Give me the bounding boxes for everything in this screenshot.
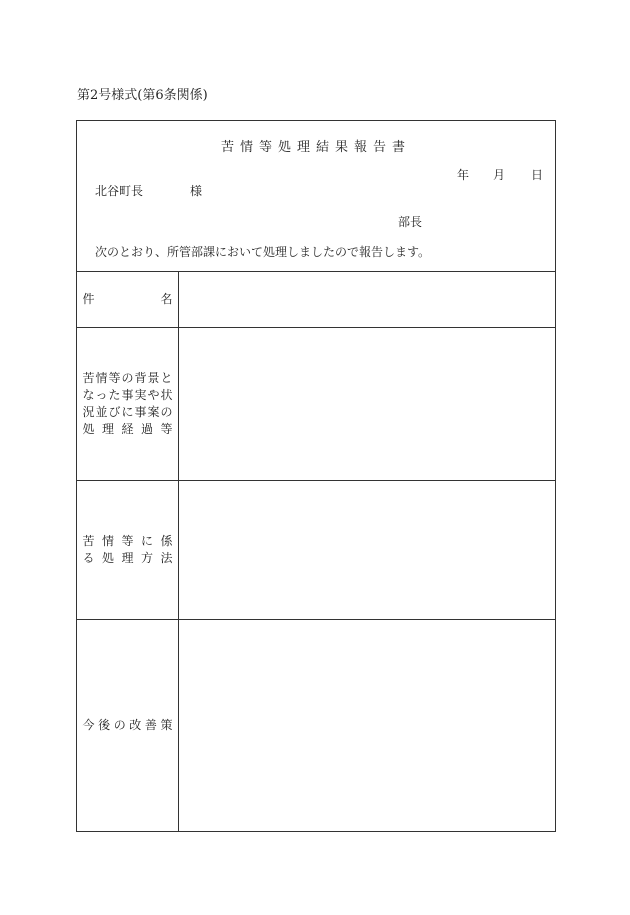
improvement-value-cell[interactable]	[179, 620, 555, 831]
background-value-cell[interactable]	[179, 328, 555, 480]
report-statement: 次のとおり、所管部課において処理しましたので報告します。	[95, 245, 431, 259]
addressee-honorific: 様	[190, 184, 203, 198]
row-label: 苦情等の背景と なった事実や状 況並びに事案の 処理経過等	[82, 371, 173, 436]
row-label-cell	[77, 481, 179, 619]
subject-value-cell[interactable]	[179, 271, 555, 327]
row-label: 今後の改善策	[82, 718, 173, 732]
row-label-cell	[77, 328, 179, 480]
sender-department: 部長	[398, 215, 423, 229]
row-label: 件名	[82, 291, 173, 306]
date-year-label: 年	[457, 168, 470, 182]
form-label: 第2号様式(第6条関係)	[77, 88, 208, 103]
date-month-label: 月	[493, 168, 506, 182]
report-header	[77, 121, 555, 272]
row-label-cell	[77, 271, 179, 327]
method-value-cell[interactable]	[179, 481, 555, 619]
report-form	[76, 120, 556, 832]
table-row-improvement	[77, 620, 555, 831]
table-row-background	[77, 328, 555, 481]
row-label-cell	[77, 620, 179, 831]
date-day-label: 日	[531, 168, 544, 182]
table-row-subject	[77, 271, 555, 328]
report-title: 苦情等処理結果報告書	[220, 140, 411, 155]
addressee: 北谷町長	[95, 184, 144, 198]
row-label: 苦情等に係 る処理方法	[82, 534, 173, 565]
table-row-method	[77, 481, 555, 620]
